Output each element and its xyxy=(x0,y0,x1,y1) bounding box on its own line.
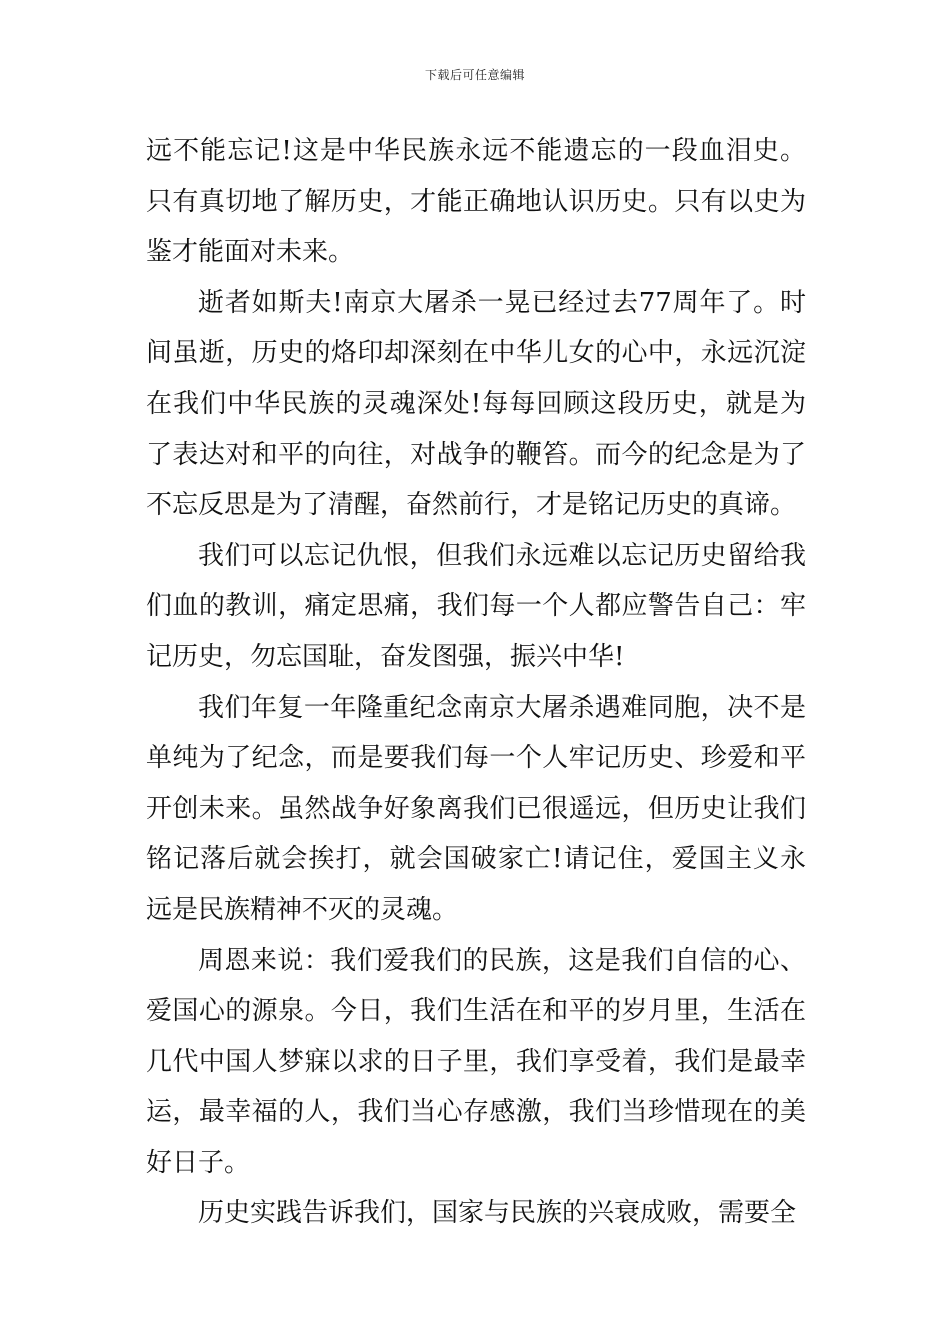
paragraph-1: 远不能忘记!这是中华民族永远不能遗忘的一段血泪史。只有真切地了解历史，才能正确地认识历史。只有以史为鉴才能面对未来。 xyxy=(146,136,806,268)
paragraph-5: 周恩来说：我们爱我们的民族，这是我们自信的心、爱国心的源泉。今日，我们生活在和平的岁月里，生活在几代中国人梦寐以求的日子里，我们享受着，我们是最幸运，最幸福的人，我们当心存感激，我们当珍惜现在的美好日子。 xyxy=(146,945,806,1178)
paragraph-3: 我们可以忘记仇恨，但我们永远难以忘记历史留给我们血的教训，痛定思痛，我们每一个人都应警告自己：牢记历史，勿忘国耻，奋发图强，振兴中华! xyxy=(146,540,806,672)
paragraph-4: 我们年复一年隆重纪念南京大屠杀遇难同胞，决不是单纯为了纪念，而是要我们每一个人牢记历史、珍爱和平开创未来。虽然战争好象离我们已很遥远，但历史让我们铭记落后就会挨打，就会国破家亡!请记住，爱国主义永远是民族精神不灭的灵魂。 xyxy=(146,692,806,925)
paragraph-6: 历史实践告诉我们，国家与民族的兴衰成败，需要全 xyxy=(198,1198,797,1229)
document-body xyxy=(146,126,806,1239)
paragraph-2: 逝者如斯夫!南京大屠杀一晃已经过去77周年了。时间虽逝，历史的烙印却深刻在中华儿女的心中，永远沉淀在我们中华民族的灵魂深处!每每回顾这段历史，就是为了表达对和平的向往，对战争的鞭笞。而今的纪念是为了不忘反思是为了清醒，奋然前行，才是铭记历史的真谛。 xyxy=(146,287,806,521)
header-note: 下载后可任意编辑 xyxy=(424,68,525,82)
